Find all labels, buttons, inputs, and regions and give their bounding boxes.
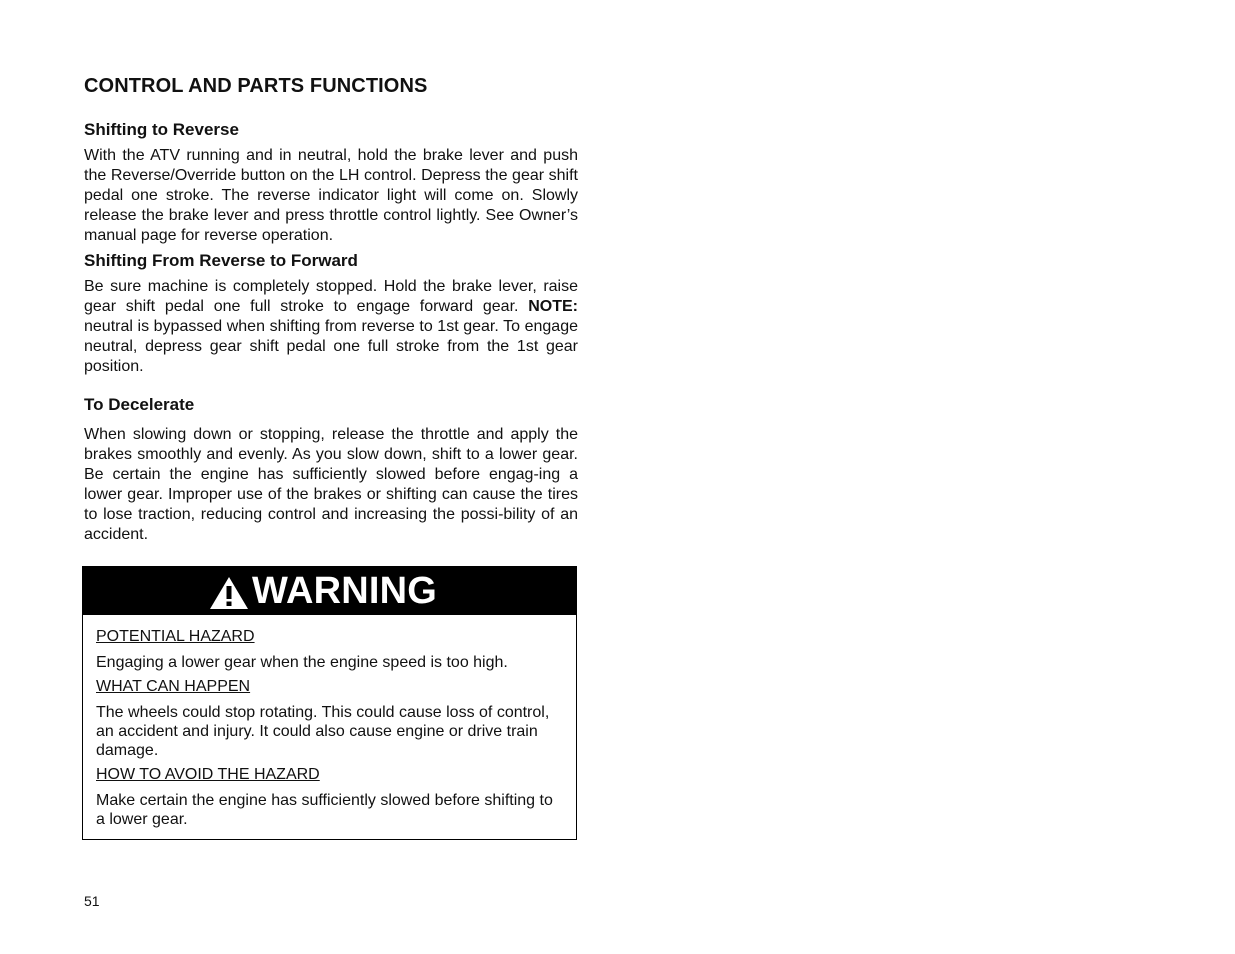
warning-title: WARNING	[251, 570, 438, 612]
warning-triangle-icon	[209, 576, 249, 610]
section-title-decelerate: To Decelerate	[84, 395, 195, 414]
warning-banner	[83, 567, 576, 615]
avoid-text: Make certain the engine has sufficiently slowed before shifting to a lower gear.	[96, 792, 553, 828]
forward-body-text: Be sure machine is completely stopped. Hold the brake lever, raise gear shift pedal one full stroke to engage forward gear.	[84, 278, 578, 315]
note-label: NOTE:	[528, 298, 578, 315]
hazard-text: Engaging a lower gear when the engine speed is too high.	[96, 654, 508, 671]
happen-label: WHAT CAN HAPPEN	[96, 678, 251, 695]
section-body-reverse: With the ATV running and in neutral, hold the brake lever and push the Reverse/Override button on the LH control. Depress the gear shift pedal one stroke. The reverse indicator light will come on. Slowly release the brake lever and press throttle control lightly. See Owner’s manual page for reverse operation.	[84, 147, 578, 244]
avoid-label: HOW TO AVOID THE HAZARD	[96, 766, 320, 783]
section-body-decelerate: When slowing down or stopping, release the throttle and apply the brakes smoothly and evenly. As you slow down, shift to a lower gear. Be certain the engine has sufficiently slowed before engag-ing a lower gear. Improper use of the brakes or shifting can cause the tires to lose traction, reducing control and increasing the possi-bility of an accident.	[84, 426, 578, 543]
note-text: neutral is bypassed when shifting from reverse to 1st gear. To engage neutral, depress gear shift pedal one full stroke from the 1st gear position.	[84, 318, 578, 375]
page-number: 51	[84, 893, 100, 909]
page-title: CONTROL AND PARTS FUNCTIONS	[84, 75, 428, 97]
section-body-forward	[84, 277, 578, 377]
warning-box	[82, 566, 577, 840]
hazard-label: POTENTIAL HAZARD	[96, 628, 255, 645]
section-title-forward: Shifting From Reverse to Forward	[84, 251, 358, 270]
happen-text: The wheels could stop rotating. This could cause loss of control, an accident and injury. It could also cause engine or drive train damage.	[96, 704, 550, 759]
section-title-reverse: Shifting to Reverse	[84, 120, 239, 139]
